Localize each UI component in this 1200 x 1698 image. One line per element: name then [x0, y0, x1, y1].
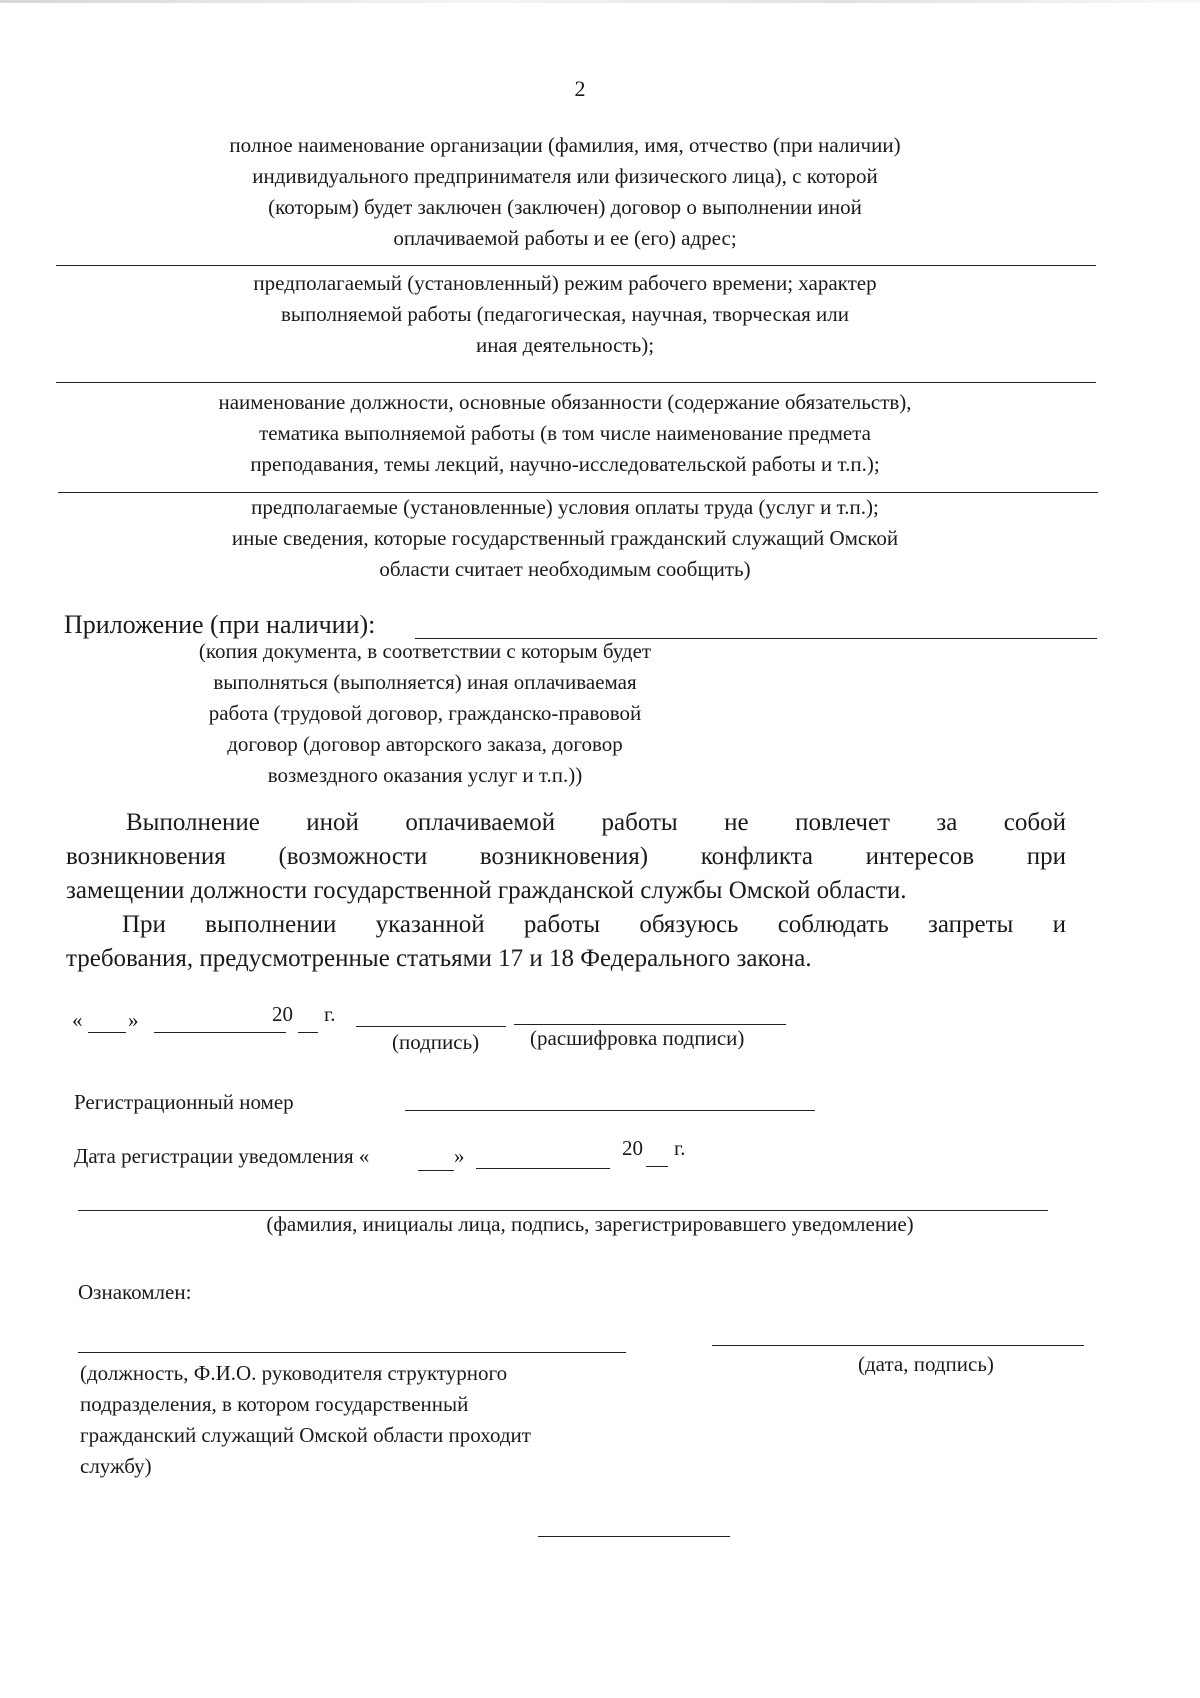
page-number: 2 [574, 76, 586, 101]
word: оплачиваемой [405, 809, 556, 836]
statement-line [66, 806, 1066, 840]
statement-line: требования, предусмотренные статьями 17 и 18 Федерального закона. [66, 945, 812, 972]
month-field[interactable] [154, 1032, 286, 1033]
word: работы [523, 911, 601, 938]
word: соблюдать [777, 911, 889, 938]
signature-label: (подпись) [392, 1030, 480, 1054]
year-suffix: г. [324, 1002, 336, 1026]
registration-date-label: Дата регистрации уведомления « [74, 1144, 370, 1168]
word: работы [601, 809, 678, 836]
caption-line: предполагаемый (установленный) режим рабочего времени; характер [253, 271, 877, 295]
signature-field[interactable] [356, 1026, 506, 1027]
end-separator [538, 1536, 730, 1537]
close-quote: » [128, 1008, 139, 1032]
caption-line: наименование должности, основные обязанности (содержание обязательств), [218, 390, 912, 414]
caption-line: иные сведения, которые государственный гражданский служащий Омской [231, 526, 899, 550]
word: и [1052, 911, 1066, 938]
position-field-line[interactable] [56, 382, 1096, 383]
registration-month-field[interactable] [476, 1168, 610, 1169]
registration-year-suffix: г. [674, 1136, 686, 1160]
caption-line: выполняемой работы (педагогическая, научная, творческая или [280, 302, 850, 326]
word: за [936, 809, 958, 836]
head-field-line[interactable] [78, 1352, 626, 1353]
caption-line: (должность, Ф.И.О. руководителя структурного [80, 1361, 508, 1385]
word: иной [306, 809, 359, 836]
statement-line [66, 908, 1066, 942]
word: запреты [928, 911, 1014, 938]
caption-line: оплачиваемой работы и ее (его) адрес; [393, 226, 737, 250]
attachment-caption [150, 636, 700, 791]
caption-line: подразделения, в котором государственный [80, 1392, 469, 1416]
caption-line: выполняться (выполняется) иная оплачиваемая [213, 670, 637, 694]
caption-line: преподавания, темы лекций, научно-исследовательской работы и т.п.); [250, 452, 880, 476]
caption-line: гражданский служащий Омской области проходит [80, 1423, 531, 1447]
regime-caption [150, 268, 980, 361]
registration-year-prefix: 20 [622, 1136, 643, 1160]
position-caption [120, 387, 1010, 480]
caption-line: возмездного оказания услуг и т.п.)) [267, 763, 583, 787]
registration-date-row [74, 1136, 714, 1178]
statement-line: замещении должности государственной гражданской службы Омской области. [66, 877, 907, 904]
year-field[interactable] [298, 1032, 318, 1033]
statement-line [66, 840, 1066, 874]
date-sign-field-line[interactable] [712, 1345, 1084, 1346]
word: не [724, 809, 749, 836]
head-caption [80, 1358, 640, 1482]
word: Выполнение [126, 809, 260, 836]
regime-field-line[interactable] [56, 265, 1096, 266]
registration-year-field[interactable] [646, 1166, 668, 1167]
scan-edge [0, 0, 1200, 3]
statement [66, 806, 1066, 976]
word: повлечет [795, 809, 890, 836]
caption-line: договор (договор авторского заказа, договор [227, 732, 623, 756]
word: собой [1003, 809, 1066, 836]
caption-line: (копия документа, в соответствии с которым будет [198, 639, 652, 663]
registrar-caption: (фамилия, инициалы лица, подпись, зарегистрировавшего уведомление) [266, 1212, 914, 1236]
decoding-label: (расшифровка подписи) [530, 1026, 745, 1050]
caption-line: работа (трудовой договор, гражданско-правовой [208, 701, 642, 725]
caption-line: индивидуального предпринимателя или физического лица), с которой [252, 164, 878, 188]
word: при [1026, 843, 1066, 870]
word: возникновения) [479, 843, 649, 870]
caption-line: области считает необходимым сообщить) [379, 557, 751, 581]
word: конфликта [700, 843, 814, 870]
word: возникновения [66, 843, 226, 870]
registration-number-field[interactable] [405, 1110, 815, 1111]
attachment-label: Приложение (при наличии): [64, 610, 376, 639]
caption-line: службу) [80, 1454, 152, 1478]
registration-close-quote: » [454, 1144, 465, 1168]
day-field[interactable] [88, 1032, 126, 1033]
caption-line: (которым) будет заключен (заключен) договор о выполнении иной [268, 195, 862, 219]
registration-day-field[interactable] [418, 1170, 454, 1171]
year-prefix: 20 [272, 1002, 293, 1026]
caption-line: тематика выполняемой работы (в том числе наименование предмета [259, 421, 871, 445]
open-quote: « [72, 1008, 83, 1032]
acknowledged-label: Ознакомлен: [78, 1280, 192, 1304]
word: указанной [375, 911, 485, 938]
date-sign-caption: (дата, подпись) [858, 1352, 994, 1376]
caption-line: иная деятельность); [475, 333, 655, 357]
caption-line: предполагаемые (установленные) условия оплаты труда (услуг и т.п.); [251, 495, 879, 519]
word: выполнении [205, 911, 337, 938]
word: При [122, 911, 166, 938]
org-caption [150, 130, 980, 254]
word: интересов [865, 843, 975, 870]
caption-line: полное наименование организации (фамилия, имя, отчество (при наличии) [229, 133, 901, 157]
registration-number-label: Регистрационный номер [74, 1090, 294, 1114]
registrar-field-line[interactable] [78, 1210, 1048, 1211]
signature-decoding-field[interactable] [514, 1024, 786, 1025]
word: (возможности [278, 843, 428, 870]
word: обязуюсь [639, 911, 739, 938]
payment-caption [150, 492, 980, 585]
